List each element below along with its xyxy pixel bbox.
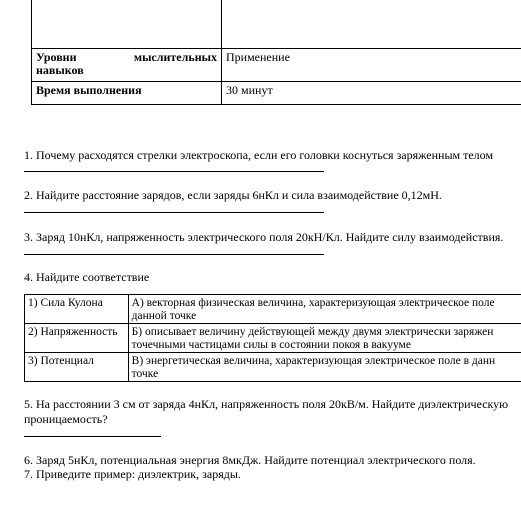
matching-row [25, 324, 521, 353]
answer-line-5[interactable] [24, 436, 161, 437]
skills-label-word1: Уровни [36, 50, 77, 64]
matching-definition [128, 295, 521, 324]
matching-row [25, 295, 521, 324]
skills-label [32, 49, 222, 82]
question-4: 4. Найдите соответствие [24, 270, 150, 284]
matching-definition-line2: данной точке [131, 309, 197, 322]
matching-definition-line1: А) векторная физическая величина, характеризующая электрическое поле [131, 297, 495, 309]
time-row [32, 82, 521, 105]
question-5-line1: 5. На расстоянии 3 см от заряда 4нКл, напряженность поля 20кВ/м. Найдите диэлектрическую [24, 397, 509, 411]
answer-line-1[interactable] [24, 171, 324, 172]
question-1: 1. Почему расходятся стрелки электроскопа, если его головки коснуться заряженным телом [24, 148, 494, 162]
matching-table [24, 294, 521, 382]
answer-line-3[interactable] [24, 254, 324, 255]
matching-term: 1) Сила Кулона [25, 295, 129, 324]
question-5-line2: проницаемость? [24, 412, 108, 426]
matching-definition-line2: точечными частицами силы в состоянии покоя в вакууме [131, 338, 411, 351]
skills-label-word3: навыков [36, 63, 84, 77]
skills-label-word2: мыслительных [133, 50, 217, 64]
question-3: 3. Заряд 10нКл, напряженность электрического поля 20кН/Кл. Найдите силу взаимодействия. [24, 230, 504, 244]
matching-term: 2) Напряженность [25, 324, 129, 353]
skills-value: Применение [222, 49, 521, 82]
matching-row [25, 353, 521, 382]
time-label: Время выполнения [32, 82, 222, 105]
skills-row [32, 49, 521, 82]
matching-definition [128, 324, 521, 353]
question-2: 2. Найдите расстояние зарядов, если заряды 6нКл и сила взаимодействие 0,12мН. [24, 188, 442, 202]
info-table [31, 0, 521, 105]
question-6: 6. Заряд 5нКл, потенциальная энергия 8мкДж. Найдите потенциал электрического поля. [24, 453, 476, 467]
time-value: 30 минут [222, 82, 521, 105]
info-blank-cell-left [32, 0, 222, 49]
info-blank-cell-right [222, 0, 521, 49]
matching-definition-line1: Б) описывает величину действующей между двумя электрически заряжен [131, 326, 494, 338]
question-7: 7. Приведите пример: диэлектрик, заряды. [24, 467, 241, 481]
matching-definition-line1: В) энергетическая величина, характеризующая электрическое поле в данн [131, 355, 496, 367]
matching-definition [128, 353, 521, 382]
matching-definition-line2: точке [131, 367, 159, 380]
info-table-blank-row [32, 0, 521, 49]
matching-term: 3) Потенциал [25, 353, 129, 382]
answer-line-2[interactable] [24, 212, 324, 213]
